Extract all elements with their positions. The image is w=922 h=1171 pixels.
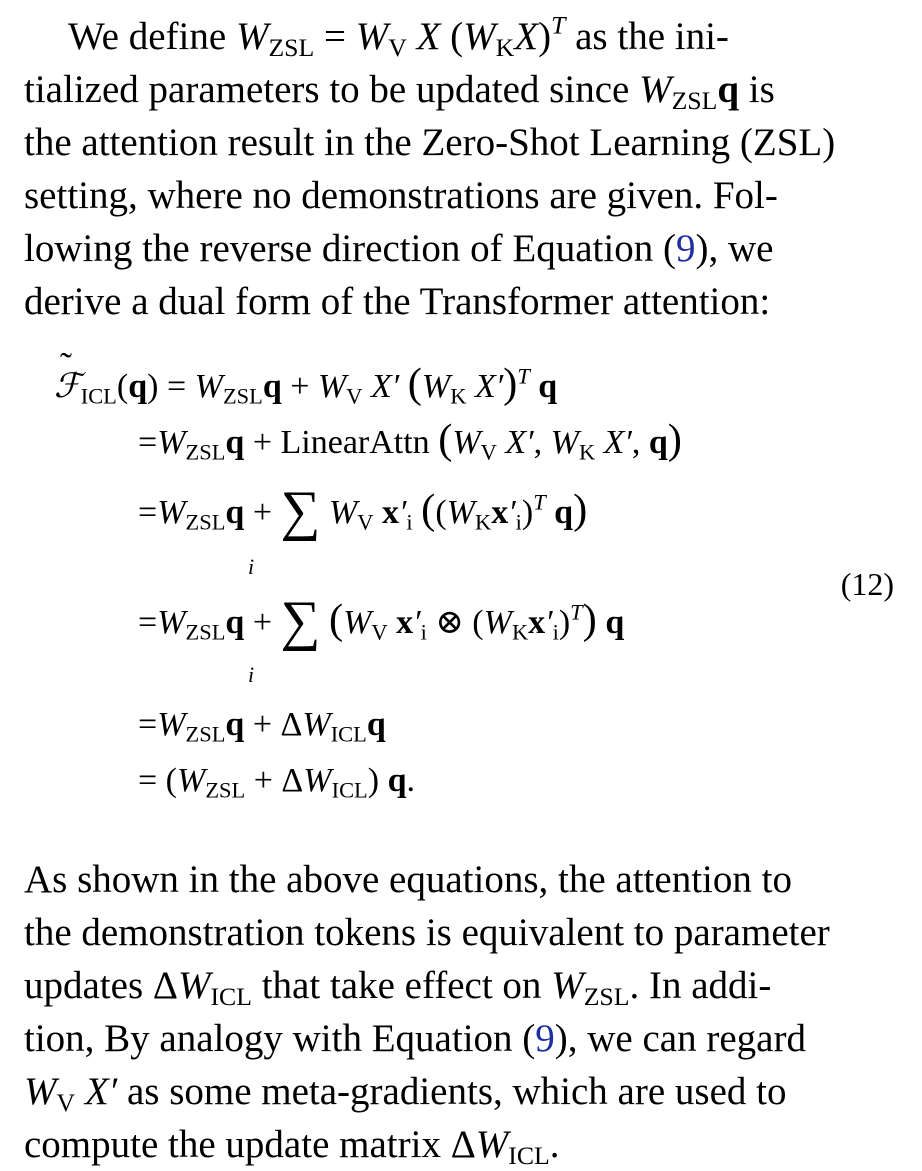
- intro-line-6: derive a dual form of the Transformer attention:: [24, 280, 771, 323]
- sum-index-1: i: [248, 554, 255, 579]
- equation-line-6: = $(W_{ZSL} + \Delta W_{ICL})$ q.: [138, 762, 415, 803]
- linear-attn-label: LinearAttn: [280, 424, 430, 461]
- intro-line-2: tialized parameters to be updated since: [24, 68, 640, 111]
- explanation-line-1: As shown in the above equations, the attention to: [24, 858, 792, 901]
- equation-line-5: $=W_{ZSL}q + \Delta W_{ICL}q$: [138, 706, 386, 747]
- equation-line-1: ˜ ℱ$_{ICL}$(q) = $W_{ZSL}q + W_V$ X′ ($W_K$ X′)$^T$ q: [54, 366, 557, 406]
- intro-lead: We define: [68, 15, 236, 58]
- equation-line-3: $=W_{ZSL}q$ + ∑ $W_V$ $x'_i$ ($(W_Kx'_i)^T$ q): [138, 480, 588, 542]
- equation-ref-link[interactable]: 9: [535, 1017, 555, 1060]
- equation-number: (12): [840, 566, 894, 602]
- intro-line-4: setting, where no demonstrations are given. Fol-: [24, 174, 778, 217]
- equation-ref-link[interactable]: 9: [675, 227, 696, 270]
- intro-text-1: as the ini-: [565, 15, 729, 58]
- explanation-paragraph: As shown in the above equations, the attention to the demonstration tokens is equivalent to parameter updates $\Delta W_{ICL}$ that take effect on $W_{ZSL}$. In addi- tion, By analogy with Equation (9), we can regard $W_V$ X′ as some meta-gradients, which are used to compute the update matrix $\Delta W_{ICL}$.: [24, 858, 830, 1171]
- equation-line-2: $=W_{ZSL}q$ + LinearAttn ($W_V$ X′, $W_K$ X′, q): [138, 416, 682, 465]
- paper-page: [24, 10, 898, 1171]
- intro-line-3: the attention result in the Zero-Shot Learning (ZSL): [24, 121, 836, 164]
- summation-symbol: ∑: [280, 480, 321, 542]
- equation-line-4: $=W_{ZSL}q$ + ∑ ($W_V$ $x'_i$ ⊗ $(W_Kx'_i)^T$) q: [138, 590, 625, 652]
- explanation-line-2: the demonstration tokens is equivalent to parameter: [24, 911, 830, 954]
- intro-paragraph: We define $W_{ZSL} = W_V$ X $(W_KX)^T$ as the ini- tialized parameters to be updated since $W_{ZSL}q$ is the attention result in the Zero-Shot Learning (ZSL) setting, where no demonstrations are given. Fol- lowing the reverse direction of Equation (9), we derive a dual form of the Transformer attention:: [24, 10, 836, 323]
- equation-12: [24, 360, 898, 831]
- sum-index-2: i: [248, 662, 255, 687]
- summation-symbol: ∑: [280, 590, 321, 652]
- intro-line-5: lowing the reverse direction of Equation (: [24, 227, 676, 270]
